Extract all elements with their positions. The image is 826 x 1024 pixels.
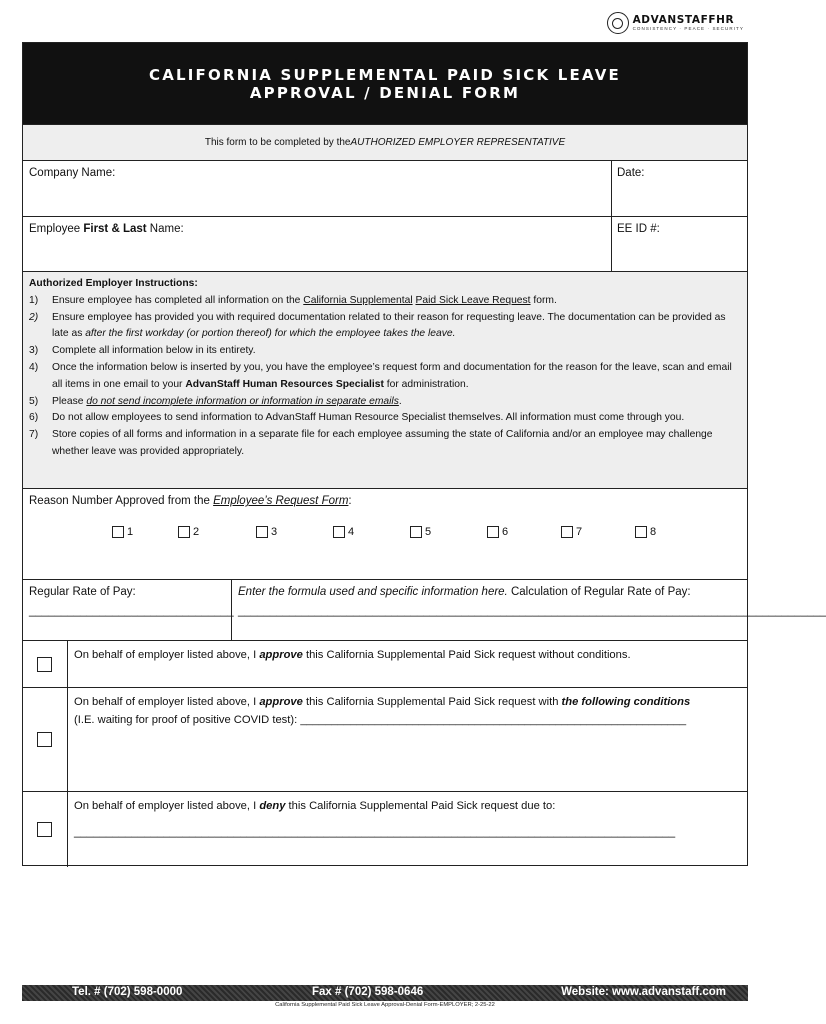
footer-phone: Tel. # (702) 598-0000 — [72, 986, 183, 998]
company-name-field[interactable]: Company Name: — [29, 167, 116, 179]
instruction-text: . — [398, 395, 402, 407]
instruction-text: Ensure employee has provided you with required documentation related to their reason for requesting leave. The documentation can be provided as late as — [52, 311, 726, 340]
checkbox-icon[interactable] — [410, 526, 422, 538]
reason-option-label: 1 — [127, 526, 134, 538]
reason-checkbox-7[interactable] — [561, 526, 582, 538]
form-title — [23, 43, 747, 124]
option-text: On behalf of employer listed above, I — [74, 696, 260, 708]
reason-checkbox-6[interactable] — [487, 526, 508, 538]
instruction-text: for administration. — [383, 378, 469, 390]
ee-id-field[interactable]: EE ID #: — [617, 223, 660, 235]
checkbox-icon[interactable] — [112, 526, 124, 538]
option-verb: approve — [259, 649, 303, 661]
footer-bar — [22, 985, 748, 1001]
approve-checkbox[interactable] — [37, 657, 52, 672]
instruction-item — [29, 410, 741, 427]
employee-row — [23, 216, 747, 271]
logo-name: ADVANSTAFFHR — [632, 13, 735, 26]
footer-fax: Fax # (702) 598-0646 — [312, 986, 424, 998]
instruction-text: Do not allow employees to send information to AdvanStaff Human Resource Specialist themselves. All information must come through you. — [52, 412, 685, 424]
checkbox-icon[interactable] — [178, 526, 190, 538]
reason-option-label: 2 — [193, 526, 200, 538]
instruction-number: 4) — [29, 361, 39, 373]
subheader-prefix: This form to be completed by the — [204, 137, 351, 148]
reason-checkbox-3[interactable] — [256, 526, 277, 538]
employer-instructions — [23, 271, 747, 488]
form-link[interactable]: Paid Sick Leave Request — [415, 294, 531, 306]
instruction-text: Ensure employee has completed all information on the — [52, 294, 304, 306]
reason-option-label: 4 — [348, 526, 355, 538]
checkbox-icon[interactable] — [487, 526, 499, 538]
approve-conditions-text — [74, 694, 739, 729]
footer-website[interactable]: Website: www.advanstaff.com — [561, 986, 726, 998]
employee-label-bold: First & Last — [83, 223, 147, 235]
regular-rate-section — [23, 579, 826, 640]
regular-rate-input[interactable]: ________________________________ — [29, 605, 234, 617]
instruction-item — [29, 293, 741, 310]
instruction-item — [29, 394, 741, 411]
reason-label-prefix: Reason Number Approved from the — [29, 495, 214, 507]
option-text: this California Supplemental Paid Sick request without conditions. — [302, 649, 631, 661]
logo-emblem-icon — [607, 12, 629, 34]
instruction-number: 3) — [29, 345, 39, 357]
instruction-text: form. — [530, 294, 557, 306]
approve-text — [74, 647, 739, 665]
formula-instruction-plain: Calculation of Regular Rate of Pay: — [507, 586, 691, 598]
instruction-number: 1) — [29, 294, 39, 306]
form-link[interactable]: California Supplemental — [303, 294, 413, 306]
logo-tagline: CONSISTENCY · PEACE · SECURITY — [632, 26, 744, 31]
checkbox-icon[interactable] — [561, 526, 573, 538]
reason-label — [29, 495, 352, 507]
instruction-text: Once the information below is inserted by you, you have the employee’s request form and documentation for the reason for the leave, scan and email all items in one email to your — [52, 361, 732, 390]
deny-reason-input[interactable]: ______________________________________________________________________________________________ — [74, 826, 676, 838]
instruction-item — [29, 427, 741, 461]
date-field[interactable]: Date: — [617, 167, 645, 179]
reason-number-section — [23, 488, 747, 579]
deny-checkbox[interactable] — [37, 822, 52, 837]
option-verb: deny — [259, 800, 286, 812]
instruction-number: 7) — [29, 429, 39, 441]
employee-name-field[interactable] — [29, 223, 184, 235]
option-text: On behalf of employer listed above, I — [74, 649, 260, 661]
instruction-number: 2) — [29, 311, 39, 323]
form-title-line2: APPROVAL / DENIAL FORM — [249, 83, 521, 102]
employee-label-prefix: Employee — [29, 223, 84, 235]
checkbox-icon[interactable] — [333, 526, 345, 538]
deny-option-row — [23, 791, 747, 867]
option-emphasis: the following conditions — [561, 696, 691, 708]
employee-label-suffix: Name: — [146, 223, 184, 235]
reason-label-suffix: : — [348, 495, 352, 507]
formula-instruction-italic: Enter the formula used and specific information here. — [238, 586, 508, 598]
reason-option-label: 5 — [425, 526, 432, 538]
deny-text — [74, 798, 739, 816]
instruction-text: Complete all information below in its entirety. — [52, 345, 256, 357]
reason-checkbox-5[interactable] — [410, 526, 431, 538]
employee-request-form-link[interactable]: Employee’s Request Form — [213, 495, 349, 507]
instruction-number: 5) — [29, 395, 39, 407]
instruction-item — [29, 310, 741, 344]
company-row — [23, 160, 747, 216]
reason-option-label: 8 — [650, 526, 657, 538]
advanstaff-logo — [607, 12, 744, 34]
approve-conditions-checkbox[interactable] — [37, 732, 52, 747]
option-text: On behalf of employer listed above, I — [74, 800, 260, 812]
approve-option-row — [23, 640, 747, 687]
instruction-number: 6) — [29, 412, 39, 424]
formula-instruction — [238, 586, 691, 598]
regular-rate-label: Regular Rate of Pay: — [29, 586, 136, 598]
footer-caption: California Supplemental Paid Sick Leave Approval-Denial Form-EMPLOYER; 2-25-22 — [275, 1002, 495, 1008]
reason-checkbox-1[interactable] — [112, 526, 133, 538]
reason-option-label: 6 — [502, 526, 509, 538]
checkbox-icon[interactable] — [256, 526, 268, 538]
instructions-title: Authorized Employer Instructions: — [29, 278, 198, 289]
conditions-input[interactable]: (I.E. waiting for proof of positive COVID test): ______________________________________________________________ — [74, 713, 687, 726]
option-text: this California Supplemental Paid Sick request due to: — [285, 800, 556, 812]
reason-checkbox-4[interactable] — [333, 526, 354, 538]
form-title-line1: CALIFORNIA SUPPLEMENTAL PAID SICK LEAVE — [149, 65, 621, 84]
instruction-italic: after the first workday (or portion thereof) for which the employee takes the leave. — [85, 328, 456, 340]
subheader-emphasis: AUTHORIZED EMPLOYER REPRESENTATIVE — [350, 137, 566, 148]
approval-denial-form — [22, 42, 826, 866]
form-subheader — [23, 124, 747, 160]
instruction-text: Store copies of all forms and information in a separate file for each employee assuming the state of California and/or an employee may challenge whether leave was provided appropriately. — [52, 429, 713, 457]
reason-checkbox-8[interactable] — [635, 526, 656, 538]
reason-option-label: 7 — [576, 526, 583, 538]
instruction-italic-underline: do not send incomplete information or information in separate emails — [86, 395, 399, 407]
checkbox-icon[interactable] — [635, 526, 647, 538]
reason-option-label: 3 — [271, 526, 278, 538]
instruction-text: Please — [52, 395, 87, 407]
formula-input[interactable]: ____________________________________________________________________________________________ — [238, 605, 826, 617]
option-text: this California Supplemental Paid Sick request with — [302, 696, 562, 708]
instruction-item — [29, 343, 741, 360]
option-verb: approve — [259, 696, 303, 708]
instruction-bold: AdvanStaff Human Resources Specialist — [185, 378, 384, 390]
reason-checkbox-2[interactable] — [178, 526, 199, 538]
instruction-item — [29, 360, 741, 394]
approve-conditions-option-row — [23, 687, 747, 791]
